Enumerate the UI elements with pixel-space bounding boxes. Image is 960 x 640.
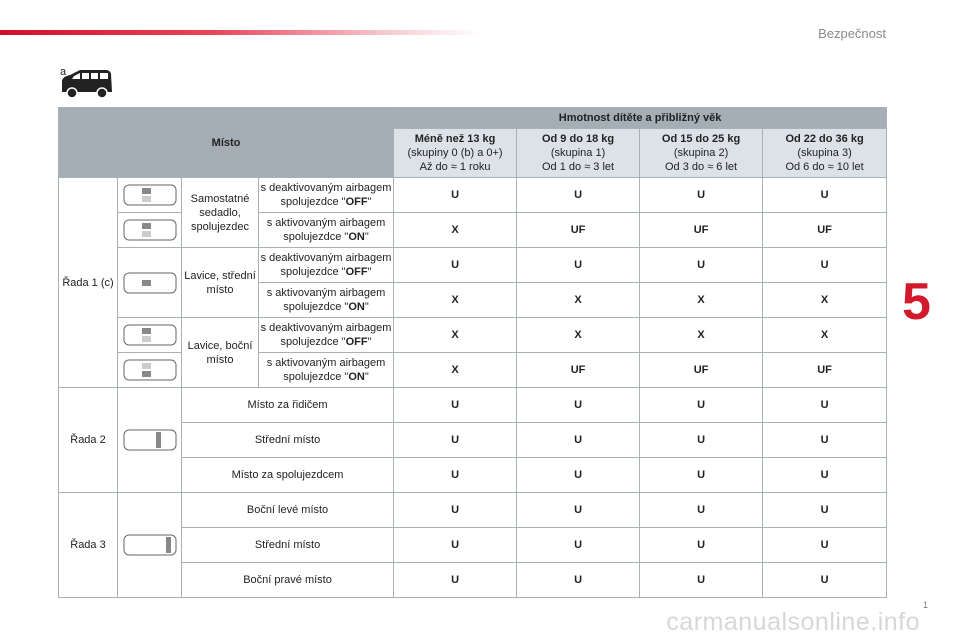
section-title: Bezpečnost (818, 26, 886, 41)
header-accent-bar (0, 30, 480, 35)
watermark: carmanualsonline.info (666, 608, 920, 636)
suitability-value: U (394, 493, 517, 528)
suitability-value: X (394, 283, 517, 318)
page-number: 1 (922, 600, 928, 610)
suitability-value: U (517, 388, 640, 423)
suitability-value: U (640, 528, 763, 563)
suitability-value: U (640, 388, 763, 423)
suitability-value: U (640, 248, 763, 283)
car-seat-diagram-icon (122, 322, 178, 348)
car-seat-diagram-icon (122, 532, 178, 558)
seat-diagram (118, 318, 182, 353)
suitability-value: X (394, 318, 517, 353)
suitability-value: U (640, 493, 763, 528)
suitability-value: X (763, 283, 887, 318)
car-seat-diagram-icon (122, 217, 178, 243)
suitability-value: X (640, 283, 763, 318)
suitability-value: UF (517, 213, 640, 248)
suitability-value: U (517, 178, 640, 213)
suitability-value: UF (763, 353, 887, 388)
suitability-value: X (763, 318, 887, 353)
seat-diagram (118, 248, 182, 318)
suitability-value: U (394, 248, 517, 283)
seat-name: Střední místo (182, 423, 394, 458)
suitability-value: U (763, 458, 887, 493)
suitability-value: U (394, 423, 517, 458)
airbag-on-condition: s aktivovaným airbagem spolujezdce "ON" (259, 283, 394, 318)
seat-name: Lavice, střední místo (182, 248, 259, 318)
place-header: Místo (59, 108, 394, 178)
row-label: Řada 1 (c) (59, 178, 118, 388)
suitability-value: U (763, 528, 887, 563)
suitability-value: UF (640, 353, 763, 388)
airbag-off-condition: s deaktivovaným airbagem spolujezdce "OFF" (259, 318, 394, 353)
suitability-value: U (763, 563, 887, 598)
suitability-value: U (763, 493, 887, 528)
category-header: Méně než 13 kg (skupiny 0 (b) a 0+) Až do ≈ 1 roku (394, 129, 517, 178)
airbag-on-condition: s aktivovaným airbagem spolujezdce "ON" (259, 353, 394, 388)
suitability-value: U (517, 458, 640, 493)
suitability-value: U (640, 563, 763, 598)
car-seat-diagram-icon (122, 427, 178, 453)
suitability-value: U (763, 423, 887, 458)
suitability-value: U (640, 458, 763, 493)
row-label: Řada 2 (59, 388, 118, 493)
seat-name: Místo za řidičem (182, 388, 394, 423)
row-label: Řada 3 (59, 493, 118, 598)
suitability-value: X (394, 213, 517, 248)
airbag-off-condition: s deaktivovaným airbagem spolujezdce "OFF" (259, 178, 394, 213)
car-seat-diagram-icon (122, 357, 178, 383)
seat-diagram (118, 493, 182, 598)
seat-diagram (118, 388, 182, 493)
suitability-value: U (517, 248, 640, 283)
weight-age-header: Hmotnost dítěte a přibližný věk (394, 108, 887, 129)
seat-name: Střední místo (182, 528, 394, 563)
suitability-value: X (517, 318, 640, 353)
suitability-value: U (763, 388, 887, 423)
suitability-value: X (640, 318, 763, 353)
car-seat-diagram-icon (122, 182, 178, 208)
seat-name: Místo za spolujezdcem (182, 458, 394, 493)
suitability-value: U (394, 563, 517, 598)
child-seat-table (58, 107, 887, 598)
suitability-value: UF (640, 213, 763, 248)
suitability-value: UF (517, 353, 640, 388)
suitability-value: UF (763, 213, 887, 248)
suitability-value: U (763, 178, 887, 213)
seat-name: Boční pravé místo (182, 563, 394, 598)
suitability-value: U (394, 458, 517, 493)
suitability-value: U (394, 528, 517, 563)
seat-name: Lavice, boční místo (182, 318, 259, 388)
suitability-value: U (394, 388, 517, 423)
seat-diagram (118, 213, 182, 248)
seat-diagram (118, 178, 182, 213)
airbag-off-condition: s deaktivovaným airbagem spolujezdce "OFF" (259, 248, 394, 283)
category-header: Od 22 do 36 kg (skupina 3) Od 6 do ≈ 10 let (763, 129, 887, 178)
chapter-number: 5 (902, 273, 931, 331)
suitability-value: X (394, 353, 517, 388)
suitability-value: U (640, 423, 763, 458)
car-seat-diagram-icon (122, 270, 178, 296)
airbag-on-condition: s aktivovaným airbagem spolujezdce "ON" (259, 213, 394, 248)
suitability-value: U (517, 423, 640, 458)
suitability-value: U (517, 563, 640, 598)
suitability-value: U (640, 178, 763, 213)
seat-name: Samostatné sedadlo, spolujezdec (182, 178, 259, 248)
suitability-value: U (517, 493, 640, 528)
seat-diagram (118, 353, 182, 388)
suitability-value: X (517, 283, 640, 318)
category-header: Od 15 do 25 kg (skupina 2) Od 3 do ≈ 6 let (640, 129, 763, 178)
category-header: Od 9 do 18 kg (skupina 1) Od 1 do ≈ 3 let (517, 129, 640, 178)
suitability-value: U (394, 178, 517, 213)
vehicle-label: a (60, 66, 67, 78)
suitability-value: U (517, 528, 640, 563)
suitability-value: U (763, 248, 887, 283)
seat-name: Boční levé místo (182, 493, 394, 528)
van-icon (58, 66, 114, 100)
